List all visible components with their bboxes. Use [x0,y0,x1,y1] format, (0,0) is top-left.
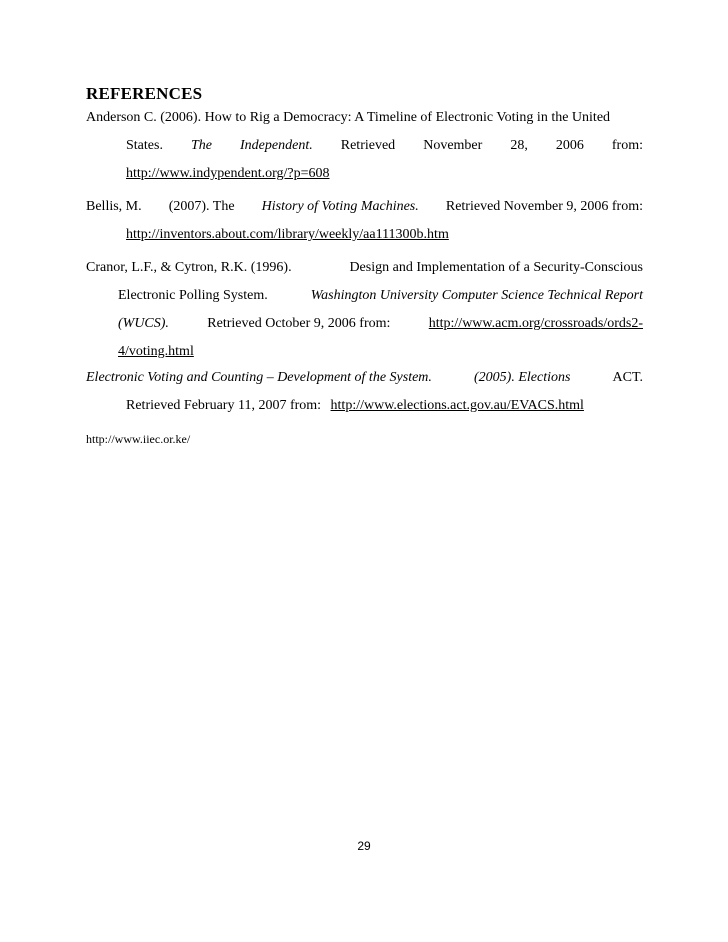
reference-line [86,392,643,420]
reference-line [86,221,643,249]
references-heading: REFERENCES [86,84,203,103]
elections-url-link[interactable]: http://www.elections.act.gov.au/EVACS.html [330,398,584,413]
reference-word: Retrieved November 9, 2006 from: [445,199,643,214]
reference-word: from: [611,138,643,153]
reference-word: States. [126,138,163,153]
bellis-url-link[interactable]: http://inventors.about.com/library/weekly/aa111300b.htm [126,227,449,242]
reference-line [86,254,643,282]
reference-bellis [86,193,643,249]
reference-line [86,160,643,188]
page-number: 29 [357,839,371,853]
reference-word: History of Voting Machines. [261,199,419,214]
reference-word: Electronic Polling System. [118,288,268,303]
reference-electronic-voting [86,364,643,420]
reference-line [86,310,643,338]
reference-word: (WUCS). [118,316,169,331]
reference-cranor [86,254,643,366]
reference-word: 2006 [555,138,584,153]
anderson-url-link[interactable]: http://www.indypendent.org/?p=608 [126,166,330,181]
reference-word: Retrieved [340,138,396,153]
reference-word: Bellis, M. [86,199,142,214]
reference-text: Anderson C. (2006). How to Rig a Democracy: A Timeline of Electronic Voting in the United [86,110,611,125]
reference-line [86,282,643,310]
reference-word: Design and Implementation of a Security-Conscious [349,260,643,275]
reference-line [86,193,643,221]
reference-line [86,132,643,160]
reference-word: Cranor, L.F., & Cytron, R.K. (1996). [86,260,292,275]
cranor-url-link-continued[interactable]: 4/voting.html [118,344,194,359]
reference-word: Independent. [240,138,313,153]
reference-word: The [190,138,212,153]
reference-word: Retrieved October 9, 2006 from: [207,316,391,331]
reference-word: (2005). Elections [474,370,571,385]
reference-anderson [86,104,643,188]
reference-word: November [423,138,483,153]
reference-word: Washington University Computer Science Technical Report [310,288,643,303]
reference-word: (2007). The [168,199,235,214]
bare-url-text: http://www.iiec.or.ke/ [86,432,191,446]
reference-line [86,364,643,392]
reference-word: Electronic Voting and Counting – Development of the System. [86,370,432,385]
reference-line [86,338,643,366]
reference-word: 28, [510,138,528,153]
reference-word: Retrieved February 11, 2007 from: [126,398,322,413]
reference-word: ACT. [612,370,643,385]
cranor-url-link[interactable]: http://www.acm.org/crossroads/ords2- [428,316,643,331]
